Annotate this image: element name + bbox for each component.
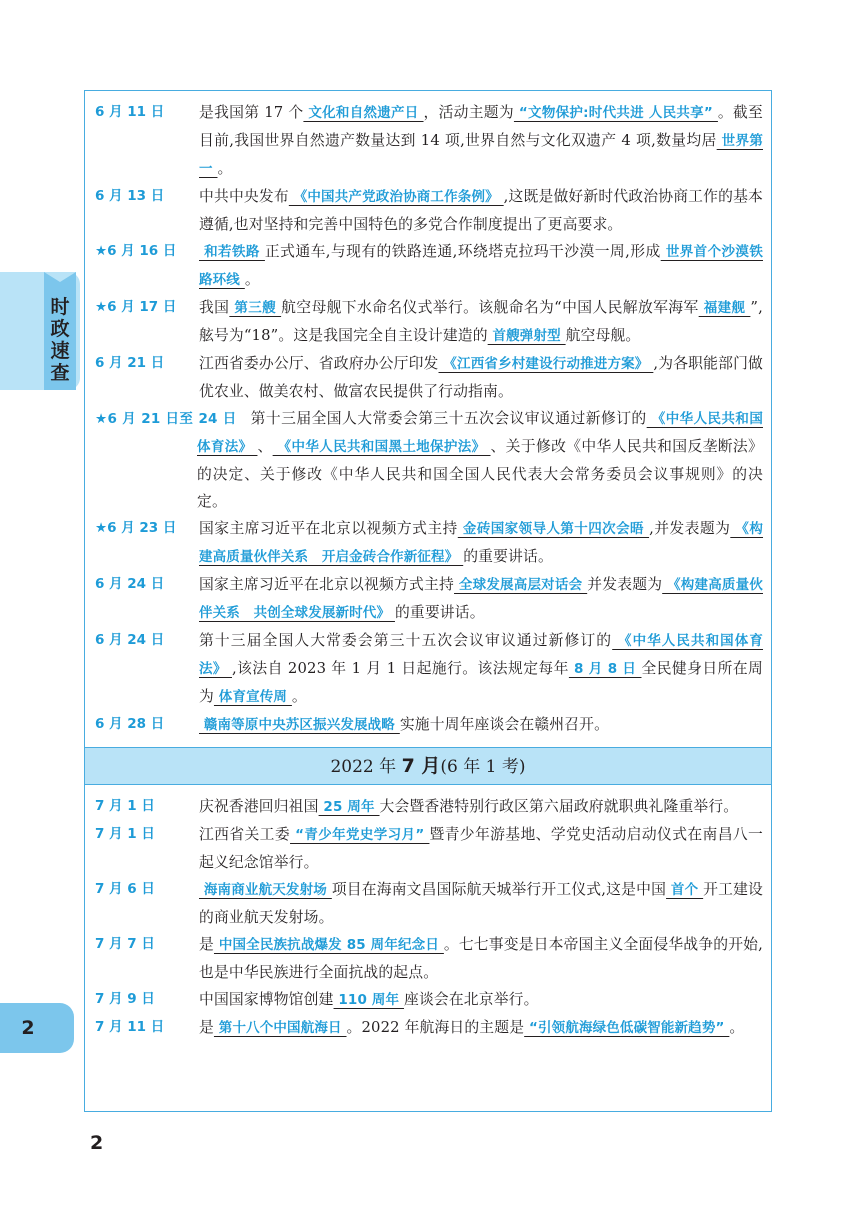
event-row: [93, 515, 763, 571]
month-header-month: 7 月: [401, 755, 441, 777]
event-date: 6 月 21 日: [95, 355, 165, 371]
event-date: 6 月 13 日: [95, 188, 165, 204]
answer-blank: 福建舰: [698, 300, 751, 316]
answer-blank: 《江西省乡村建设行动推进方案》: [438, 356, 654, 372]
answer-blank: 《构建高质量伙伴关系 共创全球发展新时代》: [199, 577, 763, 621]
event-row: [93, 238, 763, 294]
event-date: ★6 月 16 日: [95, 243, 177, 259]
event-text: 是我国第 17 个 文化和自然遗产日 ，活动主题为 “文物保护:时代共进 人民共享” 。截至目前,我国世界自然遗产数量达到 14 项,世界自然与文化双遗产 4 项,数量均居 世界第一 。: [199, 104, 764, 177]
event-date: ★6 月 21 日至 24 日: [95, 411, 237, 427]
answer-blank: 8 月 8 日: [568, 661, 642, 677]
event-text: 海南商业航天发射场 项目在海南文昌国际航天城举行开工仪式,这是中国 首个 开工建设的商业航天发射场。: [199, 881, 763, 926]
event-date: 7 月 9 日: [95, 991, 155, 1007]
event-text: 国家主席习近平在北京以视频方式主持 全球发展高层对话会 并发表题为 《构建高质量伙伴关系 共创全球发展新时代》 的重要讲话。: [199, 576, 763, 621]
event-row: [93, 99, 763, 183]
event-text: 是 中国全民族抗战爆发 85 周年纪念日 。七七事变是日本帝国主义全面侵华战争的开始,也是中华民族进行全面抗战的起点。: [199, 936, 763, 981]
event-text: 庆祝香港回归祖国 25 周年 大会暨香港特别行政区第六届政府就职典礼隆重举行。: [199, 798, 739, 815]
side-section-tab-label: 时政速查: [50, 296, 70, 384]
event-row: [93, 931, 763, 986]
answer-blank: “引领航海绿色低碳智能新趋势”: [524, 1020, 730, 1036]
answer-blank: 文化和自然遗产日: [303, 105, 424, 121]
event-row: [93, 986, 763, 1014]
event-date: 7 月 7 日: [95, 936, 155, 952]
events-table: [84, 90, 772, 1112]
side-tab-notch: [44, 272, 76, 282]
answer-blank: 首个: [666, 882, 704, 898]
event-row: [93, 405, 763, 515]
event-date: 7 月 1 日: [95, 826, 155, 842]
event-row: [93, 821, 763, 876]
answer-blank: 《构建高质量伙伴关系 开启金砖合作新征程》: [199, 521, 764, 565]
answer-blank: 第十八个中国航海日: [213, 1020, 347, 1036]
answer-blank: 《中华人民共和国体育法》: [199, 633, 764, 677]
answer-blank: 和若铁路: [199, 244, 265, 260]
event-text: 赣南等原中央苏区振兴发展战略 实施十周年座谈会在赣州召开。: [199, 716, 610, 733]
event-date: 7 月 11 日: [95, 1019, 165, 1035]
event-text: 中国国家博物馆创建 110 周年 座谈会在北京举行。: [199, 991, 539, 1008]
event-date: ★6 月 17 日: [95, 299, 177, 315]
event-row: [93, 793, 763, 821]
event-text: 中共中央发布 《中国共产党政治协商工作条例》 ,这既是做好新时代政治协商工作的基本遵循,也对坚持和完善中国特色的多党合作制度提出了更高要求。: [199, 188, 764, 233]
event-text: 江西省委办公厅、省政府办公厅印发 《江西省乡村建设行动推进方案》 ,为各职能部门做优农业、做美农村、做富农民提供了行动指南。: [199, 355, 764, 400]
event-row: [93, 876, 763, 931]
event-date: 7 月 6 日: [95, 881, 155, 897]
month-header-year: 2022 年: [330, 757, 402, 777]
event-line-wrap: [93, 405, 763, 515]
event-row: [93, 711, 763, 739]
event-text: 和若铁路 正式通车,与现有的铁路连通,环绕塔克拉玛干沙漠一周,形成 世界首个沙漠铁路环线 。: [199, 243, 763, 288]
answer-blank: 海南商业航天发射场: [199, 882, 332, 898]
answer-blank: “青少年党史学习月”: [290, 827, 430, 843]
event-text: 第十三届全国人大常委会第三十五次会议审议通过新修订的 《中华人民共和国体育法》 ,该法自 2023 年 1 月 1 日起施行。该法规定每年 8 月 8 日 全民健身日所在周为 体育宣传周 。: [199, 632, 764, 705]
answer-blank: 110 周年: [333, 992, 405, 1008]
june-events: [85, 91, 771, 739]
answer-blank: 第三艘: [229, 300, 282, 316]
event-row: [93, 183, 763, 238]
answer-blank: “文物保护:时代共进 人民共享”: [513, 105, 718, 121]
answer-blank: 世界首个沙漠铁路环线: [199, 244, 763, 288]
event-date: ★6 月 23 日: [95, 520, 177, 536]
event-date: 7 月 1 日: [95, 798, 155, 814]
answer-blank: 中国全民族抗战爆发 85 周年纪念日: [213, 937, 444, 953]
answer-blank: 世界第一: [199, 133, 763, 177]
answer-blank: 赣南等原中央苏区振兴发展战略: [199, 717, 400, 733]
event-text: 是 第十八个中国航海日 。2022 年航海日的主题是 “引领航海绿色低碳智能新趋势” 。: [199, 1019, 745, 1036]
answer-blank: 《中华人民共和国黑土地保护法》: [272, 439, 491, 455]
answer-blank: 金砖国家领导人第十四次会晤: [457, 521, 650, 537]
event-date: 6 月 24 日: [95, 632, 165, 648]
event-text: 国家主席习近平在北京以视频方式主持 金砖国家领导人第十四次会晤 ,并发表题为 《构建高质量伙伴关系 开启金砖合作新征程》 的重要讲话。: [199, 520, 764, 565]
event-text: 第十三届全国人大常委会第三十五次会议审议通过新修订的 《中华人民共和国体育法》 、 《中华人民共和国黑土地保护法》 、关于修改《中华人民共和国反垄断法》的决定、关于修改《中华人民共和国全国人民代表大会常务委员会议事规则》的决定。: [197, 410, 764, 510]
month-header: [85, 747, 771, 785]
answer-blank: 《中国共产党政治协商工作条例》: [288, 189, 504, 205]
event-row: [93, 294, 763, 350]
answer-blank: 首艘弹射型: [487, 328, 566, 344]
answer-blank: 全球发展高层对话会: [454, 577, 588, 593]
event-date: 6 月 11 日: [95, 104, 165, 120]
event-date: 6 月 28 日: [95, 716, 165, 732]
event-row: [93, 1014, 763, 1042]
side-section-tab: [0, 272, 80, 390]
event-row: [93, 350, 763, 405]
page-number-tab: 2: [0, 1003, 74, 1053]
footer-page-number: 2: [90, 1132, 104, 1154]
event-text: 江西省关工委 “青少年党史学习月” 暨青少年游基地、学党史活动启动仪式在南昌八一起义纪念馆举行。: [199, 826, 763, 871]
month-header-note: (6 年 1 考): [440, 757, 526, 777]
july-events: [85, 785, 771, 1042]
event-text: 我国 第三艘 航空母舰下水命名仪式举行。该舰命名为“中国人民解放军海军 福建舰 ”,舷号为“18”。这是我国完全自主设计建造的 首艘弹射型 航空母舰。: [199, 299, 763, 344]
answer-blank: 25 周年: [318, 799, 380, 815]
event-date: 6 月 24 日: [95, 576, 165, 592]
answer-blank: 《中华人民共和国体育法》: [197, 411, 763, 455]
answer-blank: 体育宣传周: [213, 689, 292, 705]
event-row: [93, 571, 763, 627]
event-row: [93, 627, 763, 711]
